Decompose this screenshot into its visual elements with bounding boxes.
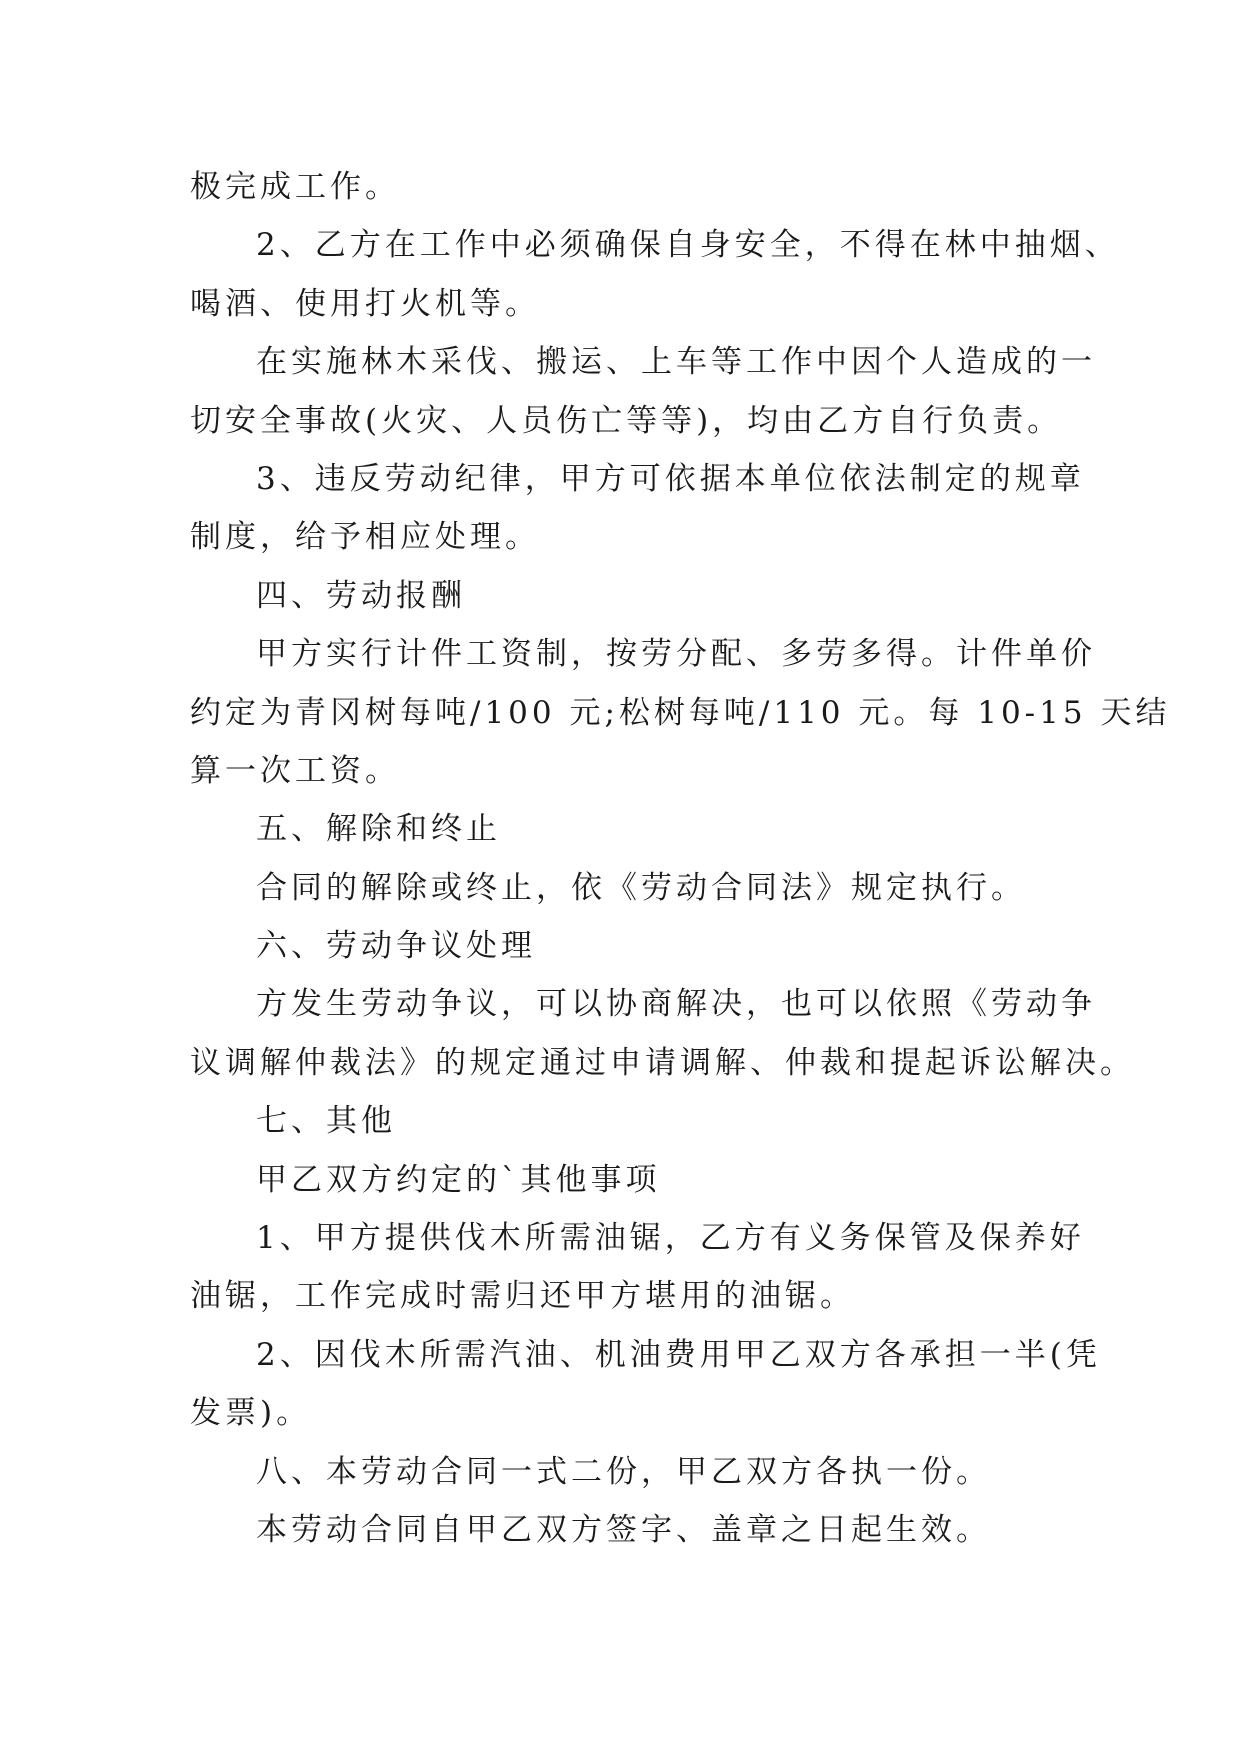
text-line (190, 1267, 1070, 1325)
text-line (190, 975, 1096, 1033)
line-text: 3、违反劳动纪律，甲方可依据本单位依法制定的规章 (256, 460, 1085, 497)
line-text: 方发生劳动争议，可以协商解决，也可以依照《劳动争 (256, 986, 1096, 1023)
text-line (190, 1151, 1070, 1209)
line-text: 发票)。 (190, 1395, 312, 1432)
line-text: 六、劳动争议处理 (256, 928, 536, 965)
text-line (190, 1034, 1135, 1092)
line-text: 在实施林木采伐、搬运、上车等工作中因个人造成的一 (256, 344, 1096, 381)
line-text: 本劳动合同自甲乙双方签字、盖章之日起生效。 (256, 1511, 991, 1548)
line-text: 油锯，工作完成时需归还甲方堪用的油锯。 (190, 1278, 855, 1315)
line-text: 议调解仲裁法》的规定通过申请调解、仲裁和提起诉讼解决。 (190, 1044, 1135, 1081)
line-text: 合同的解除或终止，依《劳动合同法》规定执行。 (256, 869, 1026, 906)
text-line (190, 216, 1120, 274)
text-line (190, 684, 1171, 742)
text-line (190, 742, 1070, 800)
line-text: 约定为青冈树每吨/100 元;松树每吨/110 元。每 10-15 天结 (190, 694, 1171, 731)
line-text: 七、其他 (256, 1103, 396, 1140)
line-text: 甲方实行计件工资制，按劳分配、多劳多得。计件单价 (256, 636, 1096, 673)
section-heading (190, 1092, 1070, 1150)
line-text: 五、解除和终止 (256, 811, 501, 848)
text-line (190, 392, 1070, 450)
line-text: 四、劳动报酬 (256, 577, 466, 614)
text-line (190, 1326, 1101, 1384)
text-line (190, 275, 1070, 333)
text-line (190, 158, 1070, 216)
line-text: 切安全事故(火灾、人员伤亡等等)，均由乙方自行负责。 (190, 402, 1063, 439)
text-line (190, 1384, 1070, 1442)
line-text: 极完成工作。 (190, 169, 400, 205)
line-text: 制度，给予相应处理。 (190, 519, 540, 556)
line-text: 2、乙方在工作中必须确保自身安全，不得在林中抽烟、 (256, 227, 1120, 264)
line-text: 喝酒、使用打火机等。 (190, 285, 540, 322)
text-line (190, 1443, 1070, 1501)
line-text: 2、因伐木所需汽油、机油费用甲乙双方各承担一半(凭 (256, 1336, 1101, 1373)
text-line (190, 333, 1096, 391)
text-line (190, 1209, 1085, 1267)
text-line (190, 625, 1096, 683)
section-heading (190, 567, 1070, 625)
line-text: 算一次工资。 (190, 752, 400, 789)
line-text: 八、本劳动合同一式二份，甲乙双方各执一份。 (256, 1453, 991, 1490)
line-text: 1、甲方提供伐木所需油锯，乙方有义务保管及保养好 (256, 1220, 1085, 1257)
contract-text (190, 158, 1171, 1559)
text-line (190, 859, 1070, 917)
text-line (190, 450, 1085, 508)
text-line (190, 1501, 1070, 1559)
section-heading (190, 917, 1070, 975)
line-text: 甲乙双方约定的`其他事项 (256, 1161, 661, 1198)
text-line (190, 508, 1070, 566)
section-heading (190, 800, 1070, 858)
